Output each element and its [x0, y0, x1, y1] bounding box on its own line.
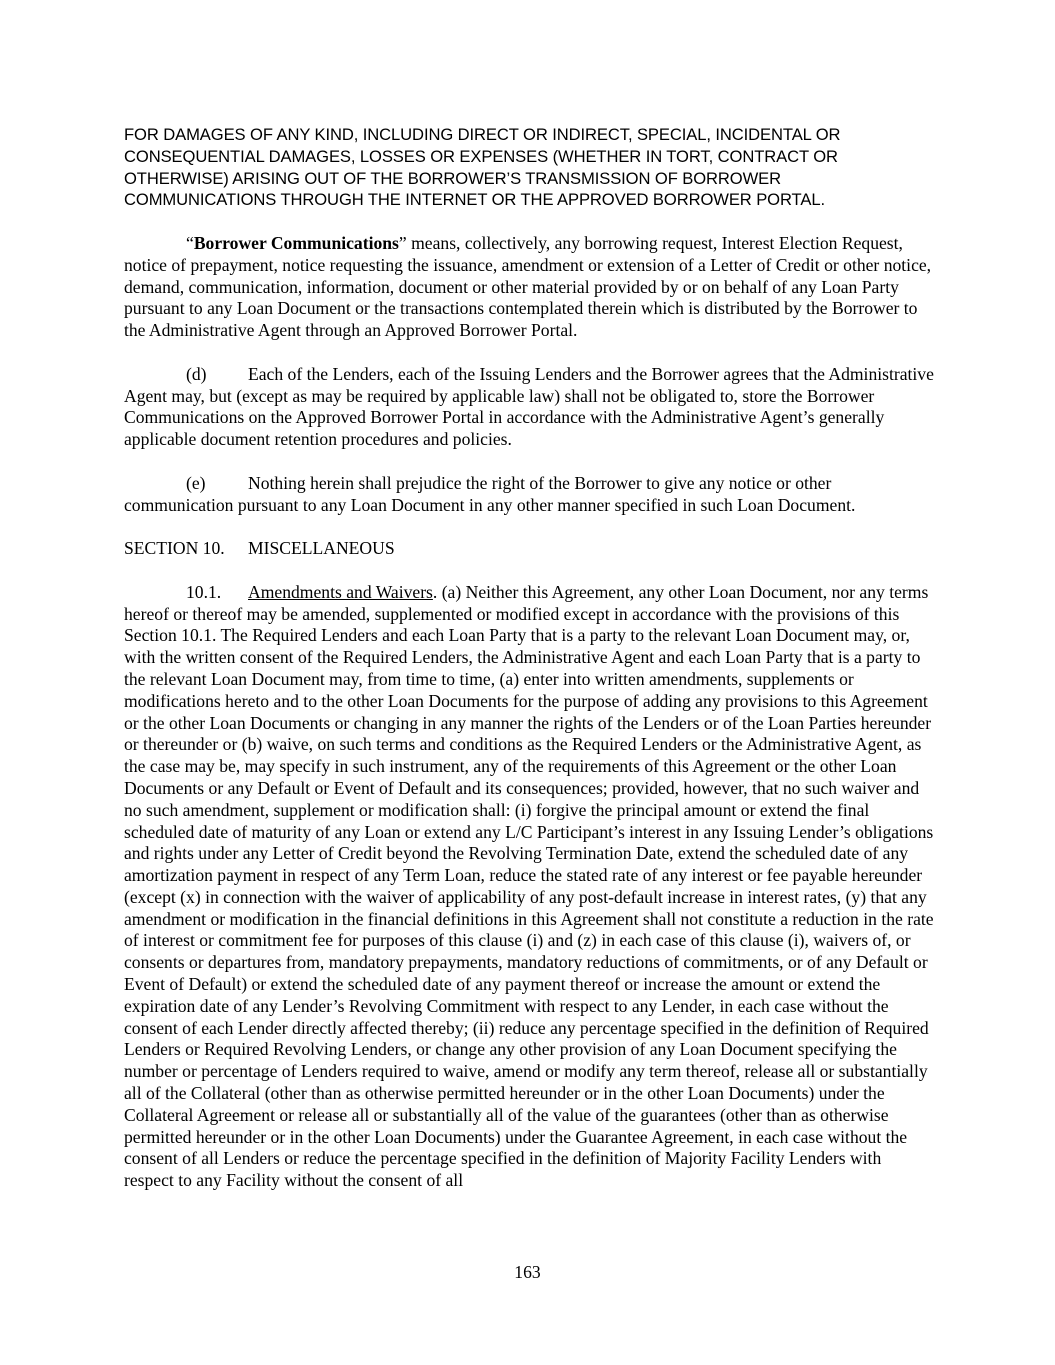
paragraph-10-1-text: . (a) Neither this Agreement, any other Loan Document, nor any terms hereof or thereof may be amended, supplemented or modified except in accordance with the provisions of this Section 10.1. The Required Lenders and each Loan Party that is a party to the relevant Loan Document may, or, with the written consent of the Required Lenders, the Administrative Agent and each Loan Party that is a party to the relevant Loan Document may, from time to time, (a) enter into written amendments, supplements or modifications hereto and to the other Loan Documents for the purpose of adding any provisions to this Agreement or the other Loan Documents or changing in any manner the rights of the Lenders or of the Loan Parties hereunder or thereunder or (b) waive, on such terms and conditions as the Required Lenders or the Administrative Agent, as the case may be, may specify in such instrument, any of the requirements of this Agreement or the other Loan Documents or any Default or Event of Default and its consequences; provided, however, that no such waiver and no such amendment, supplement or modification shall: (i) forgive the principal amount or extend the final scheduled date of maturity of any Loan or extend any L/C Participant’s interest in any Issuing Lender’s obligations and rights under any Letter of Credit beyond the Revolving Termination Date, extend the scheduled date of any amortization payment in respect of any Term Loan, reduce the stated rate of any interest or fee payable hereunder (except (x) in connection with the waiver of applicability of any post-default increase in interest rates, (y) that any amendment or modification in the financial definitions in this Agreement shall not constitute a reduction in the rate of interest or commitment fee for purposes of this clause (i) and (z) in each case of this clause (i), waivers of, or consents or departures from, mandatory prepayments, mandatory reductions of commitments, or of any Default or Event of Default) or extend the scheduled date of any payment thereof or increase the amount or extend the expiration date of any Lender’s Revolving Commitment with respect to any Lender, in each case without the consent of each Lender directly affected thereby; (ii) reduce any percentage specified in the definition of Required Lenders or Required Revolving Lenders, or change any other provision of any Loan Document specifying the number or percentage of Lenders required to waive, amend or modify any term thereof, release all or substantially all of the Collateral (other than as otherwise permitted hereunder or in the other Loan Documents) under the Collateral Agreement or release all or substantially all of the value of the guarantees (other than as otherwise permitted hereunder or in the other Loan Documents) under the Guarantee Agreement, in each case without the consent of all Lenders or reduce the percentage specified in the definition of Majority Facility Lenders with respect to any Facility without the consent of all — [124, 581, 934, 1191]
definition-open-quote: “ — [186, 232, 194, 253]
paragraph-e-label: (e) — [186, 472, 206, 493]
paragraph-d — [124, 364, 934, 451]
defined-term: Borrower Communications — [193, 232, 399, 253]
paragraph-e-text: Nothing herein shall prejudice the right of the Borrower to give any notice or other communication pursuant to any Loan Document in any other manner specified in such Loan Document. — [124, 472, 856, 515]
section-heading — [124, 538, 934, 560]
paragraph-e — [124, 473, 934, 517]
paragraph-d-text: Each of the Lenders, each of the Issuing Lenders and the Borrower agrees that the Administrative Agent may, but (except as may be required by applicable law) shall not be obligated to, store the Borrower Communications on the Approved Borrower Portal in accordance with the Administrative Agent’s generally applicable document retention procedures and policies. — [124, 363, 934, 450]
section-number: SECTION 10. — [124, 538, 225, 559]
definition-body: ” means, collectively, any borrowing request, Interest Election Request, notice of prepayment, notice requesting the issuance, amendment or extension of a Letter of Credit or other notice, demand, communication, information, document or other material provided by or on behalf of any Loan Party pursuant to any Loan Document or the transactions contemplated therein which is distributed by the Borrower to the Administrative Agent through an Approved Borrower Portal. — [124, 232, 932, 341]
disclaimer-caps-paragraph: FOR DAMAGES OF ANY KIND, INCLUDING DIRECT OR INDIRECT, SPECIAL, INCIDENTAL OR CONSEQUENTIAL DAMAGES, LOSSES OR EXPENSES (WHETHER IN TORT, CONTRACT OR OTHERWISE) ARISING OUT OF THE BORROWER’S TRANSMISSION OF BORROWER COMMUNICATIONS THROUGH THE INTERNET OR THE APPROVED BORROWER PORTAL. — [124, 125, 841, 210]
paragraph-10-1-heading: Amendments and Waivers — [248, 581, 433, 602]
page-number: 163 — [514, 1262, 541, 1282]
definition-borrower-communications — [124, 233, 934, 342]
paragraph-10-1-label: 10.1. — [186, 581, 222, 602]
paragraph-10-1 — [124, 582, 934, 1192]
paragraph-d-label: (d) — [186, 363, 207, 384]
section-title: MISCELLANEOUS — [248, 538, 395, 559]
document-page — [124, 124, 934, 1214]
